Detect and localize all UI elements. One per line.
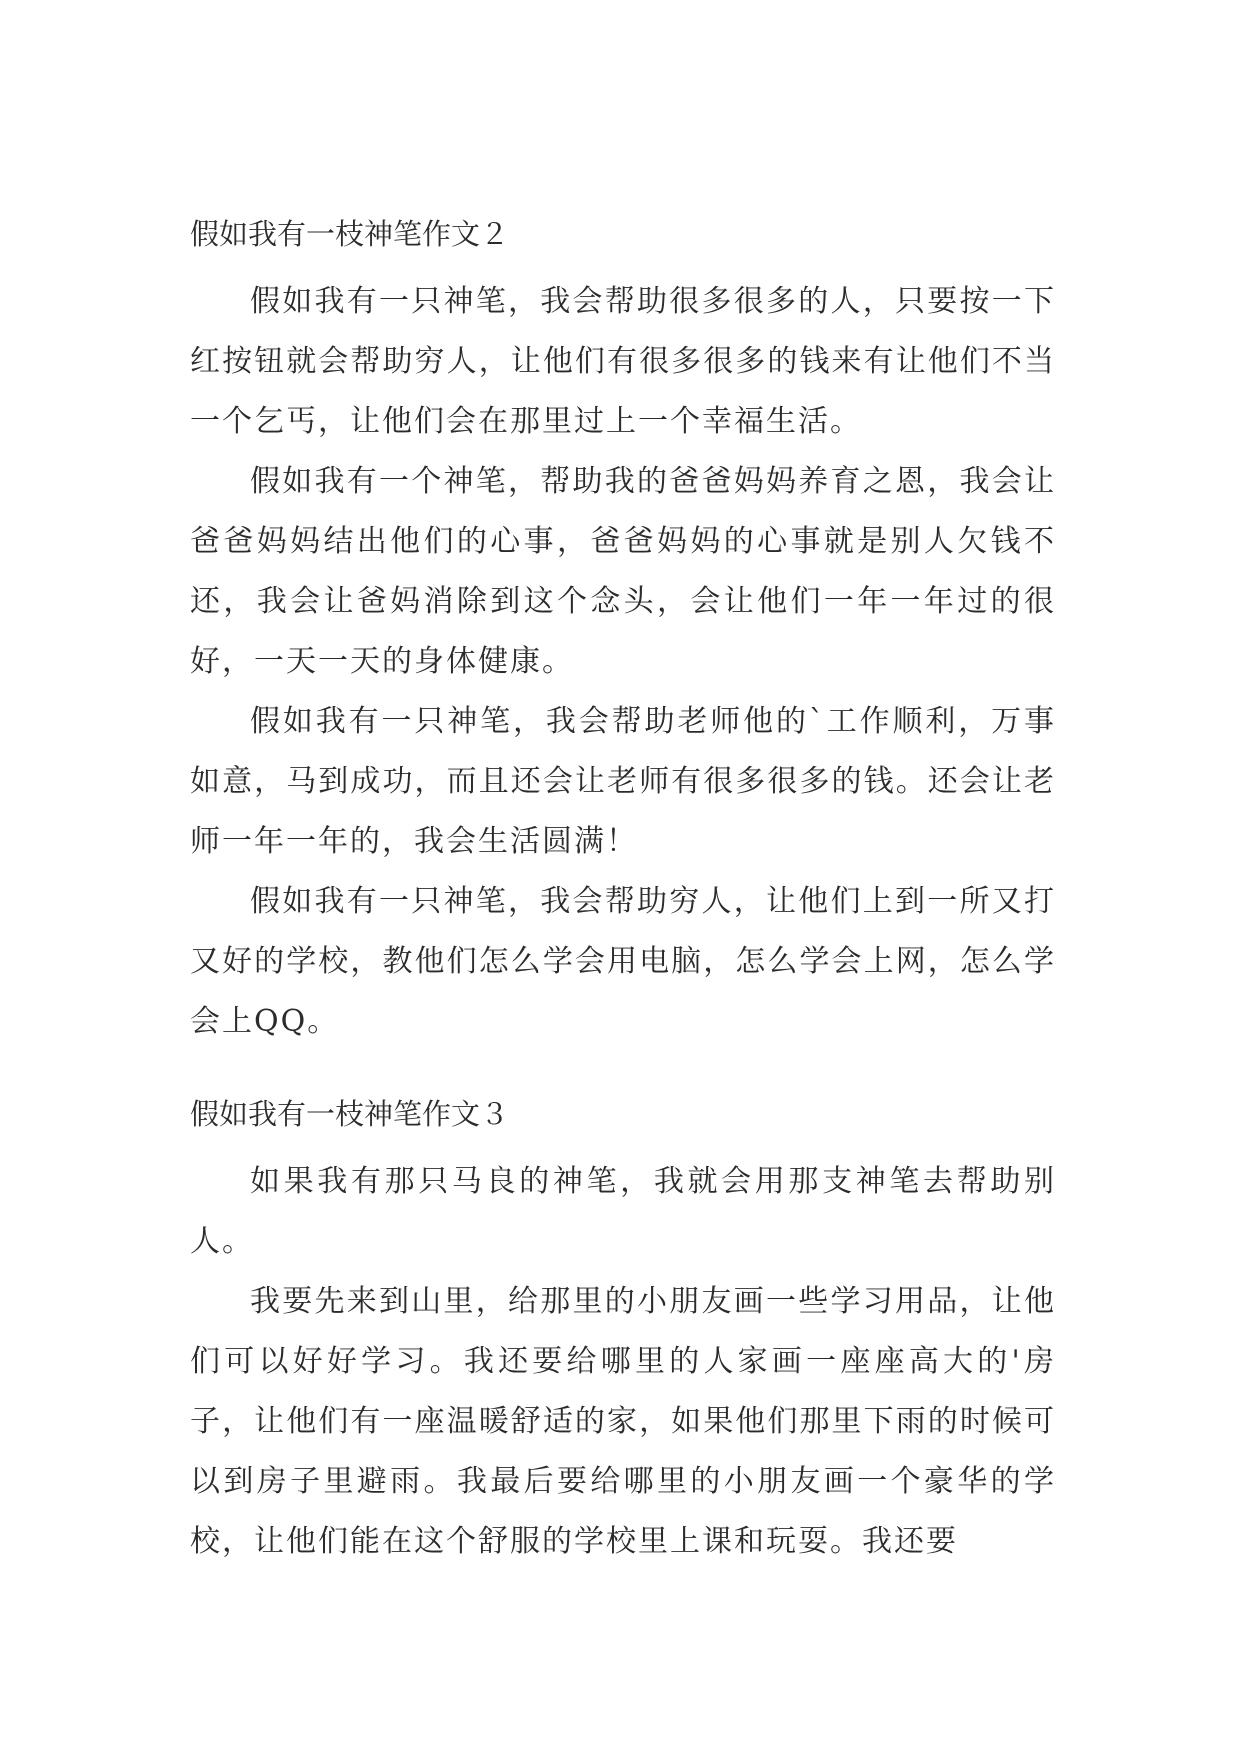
paragraph: 假如我有一个神笔，帮助我的爸爸妈妈养育之恩，我会让爸爸妈妈结出他们的心事，爸爸妈妈的心事就是别人欠钱不还，我会让爸妈消除到这个念头，会让他们一年一年过的很好，一天一天的身体健康。 <box>190 464 1056 679</box>
essay-section-3 <box>190 1092 1056 1572</box>
paragraph: 如果我有那只马良的神笔，我就会用那支神笔去帮助别人。 <box>190 1164 1056 1259</box>
paragraph: 假如我有一只神笔，我会帮助很多很多的人，只要按一下红按钮就会帮助穷人，让他们有很多很多的钱来有让他们不当一个乞丐，让他们会在那里过上一个幸福生活。 <box>190 284 1056 439</box>
section-title: 假如我有一枝神笔作文２ <box>190 217 510 251</box>
essay-section-2 <box>190 212 1056 1052</box>
paragraph: 假如我有一只神笔，我会帮助穷人，让他们上到一所又打又好的学校，教他们怎么学会用电脑，怎么学会上网，怎么学会上QQ。 <box>190 884 1056 1039</box>
section-title: 假如我有一枝神笔作文３ <box>190 1097 510 1131</box>
paragraph: 假如我有一只神笔，我会帮助老师他的`工作顺利，万事如意，马到成功，而且还会让老师有很多很多的钱。还会让老师一年一年的，我会生活圆满！ <box>190 704 1056 859</box>
paragraph: 我要先来到山里，给那里的小朋友画一些学习用品，让他们可以好好学习。我还要给哪里的人家画一座座高大的'房子，让他们有一座温暖舒适的家，如果他们那里下雨的时候可以到房子里避雨。我最后要给哪里的小朋友画一个豪华的学校，让他们能在这个舒服的学校里上课和玩耍。我还要 <box>190 1284 1056 1559</box>
